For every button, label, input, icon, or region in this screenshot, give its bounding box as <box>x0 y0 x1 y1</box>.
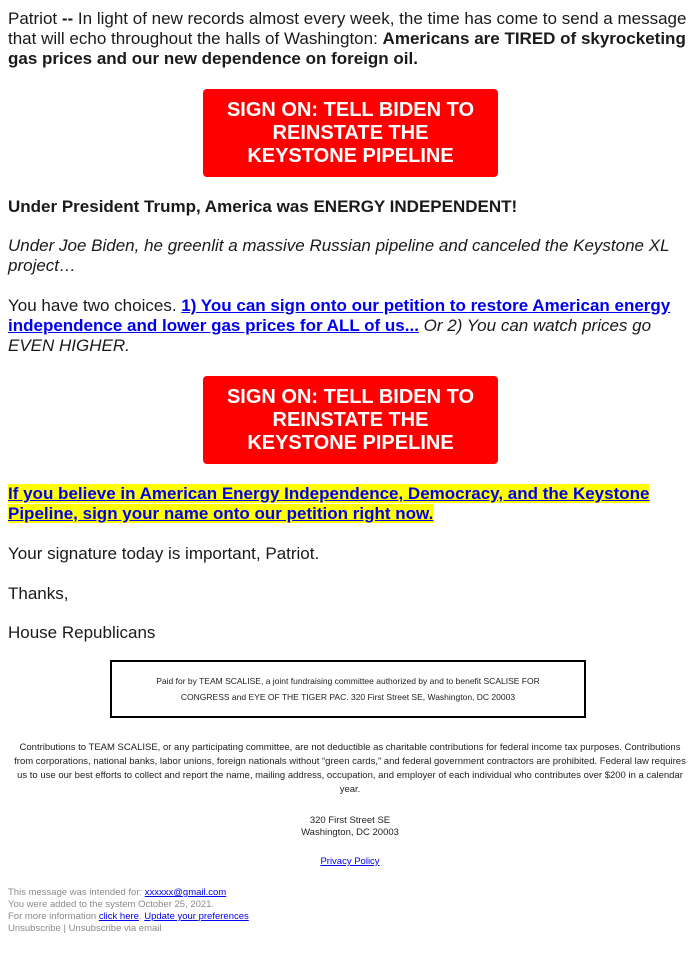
trump-line-text: Under President Trump, America was ENERGY INDEPENDENT! <box>8 197 518 216</box>
legal-disclaimer: Contributions to TEAM SCALISE, or any participating committee, are not deductible as charitable contributions for federal income tax purposes. Contributions from corporations, national banks, labor unions, foreign nationals without “green cards,” and federal government contractors are prohibited. Federal law requires us to use our best efforts to collect and report the name, mailing address, occupation, and employer of each individual who contributes over $200 in a calendar year. <box>14 742 686 795</box>
more-info-line <box>8 911 508 923</box>
privacy-policy-link[interactable]: Privacy Policy <box>320 856 380 867</box>
intro-bold: Americans are TIRED of skyrocketing gas prices and our new dependence on foreign oil. <box>8 29 686 68</box>
trump-line <box>8 197 517 217</box>
unsubscribe-email-link[interactable]: Unsubscribe via email <box>68 923 162 934</box>
petition-link[interactable]: 1) You can sign onto our petition to restore American energy independence and lower gas prices for ALL of us... <box>8 296 671 335</box>
signature-note: Your signature today is important, Patriot. <box>8 544 320 563</box>
intended-line <box>8 887 508 899</box>
email-footer <box>8 887 508 935</box>
unsubscribe-link[interactable]: Unsubscribe <box>8 923 61 934</box>
unsubscribe-pipe: | <box>60 923 69 934</box>
click-here-link[interactable]: click here <box>98 911 139 922</box>
paid-for-text: Paid for by TEAM SCALISE, a joint fundraising committee authorized by and to benefit SCALISE FOR CONGRESS and EYE OF THE TIGER PAC. 320 First Street SE, Washington, DC 20003 <box>156 676 540 702</box>
choices-tail: Or 2) You can watch prices go EVEN HIGHER. <box>8 316 652 355</box>
more-info-prefix: For more information <box>8 911 99 922</box>
address-line2: Washington, DC 20003 <box>301 827 399 838</box>
biden-line: Under Joe Biden, he greenlit a massive Russian pipeline and canceled the Keystone XL project… <box>8 236 670 275</box>
highlighted-petition-link[interactable]: If you believe in American Energy Independence, Democracy, and the Keystone Pipeline, sign your name onto our petition right now. <box>8 484 650 523</box>
choices-paragraph <box>8 296 692 356</box>
added-line: You were added to the system October 25, 2021. <box>8 899 215 910</box>
intro-text: In light of new records almost every week, the time has come to send a message that will echo throughout the halls of Washington: <box>8 9 687 48</box>
paid-for-disclaimer <box>110 660 586 718</box>
highlight-paragraph <box>8 484 692 524</box>
recipient-email-link[interactable]: xxxxxx@gmail.com <box>144 887 227 898</box>
privacy-section <box>0 856 700 867</box>
sign-on-button-bottom[interactable] <box>203 376 498 464</box>
unsubscribe-line <box>8 923 508 935</box>
sign-on-button-top-label: SIGN ON: TELL BIDEN TO REINSTATE THE KEYSTONE PIPELINE <box>226 98 475 167</box>
update-preferences-link[interactable]: Update your preferences <box>144 911 249 922</box>
address-line1: 320 First Street SE <box>309 815 391 826</box>
sign-on-button-bottom-label: SIGN ON: TELL BIDEN TO REINSTATE THE KEYSTONE PIPELINE <box>226 385 475 454</box>
mailing-address <box>0 815 700 839</box>
intro-prefix: Patriot <box>8 9 58 28</box>
choices-lead: You have two choices. <box>8 296 182 315</box>
intro-dash: -- <box>61 9 74 28</box>
sender-name: House Republicans <box>8 623 156 642</box>
more-info-separator: . <box>138 911 145 922</box>
sign-on-button-top[interactable] <box>203 89 498 177</box>
intro-paragraph <box>8 9 692 69</box>
thanks-text: Thanks, <box>8 584 69 603</box>
intended-prefix: This message was intended for: <box>8 887 145 898</box>
